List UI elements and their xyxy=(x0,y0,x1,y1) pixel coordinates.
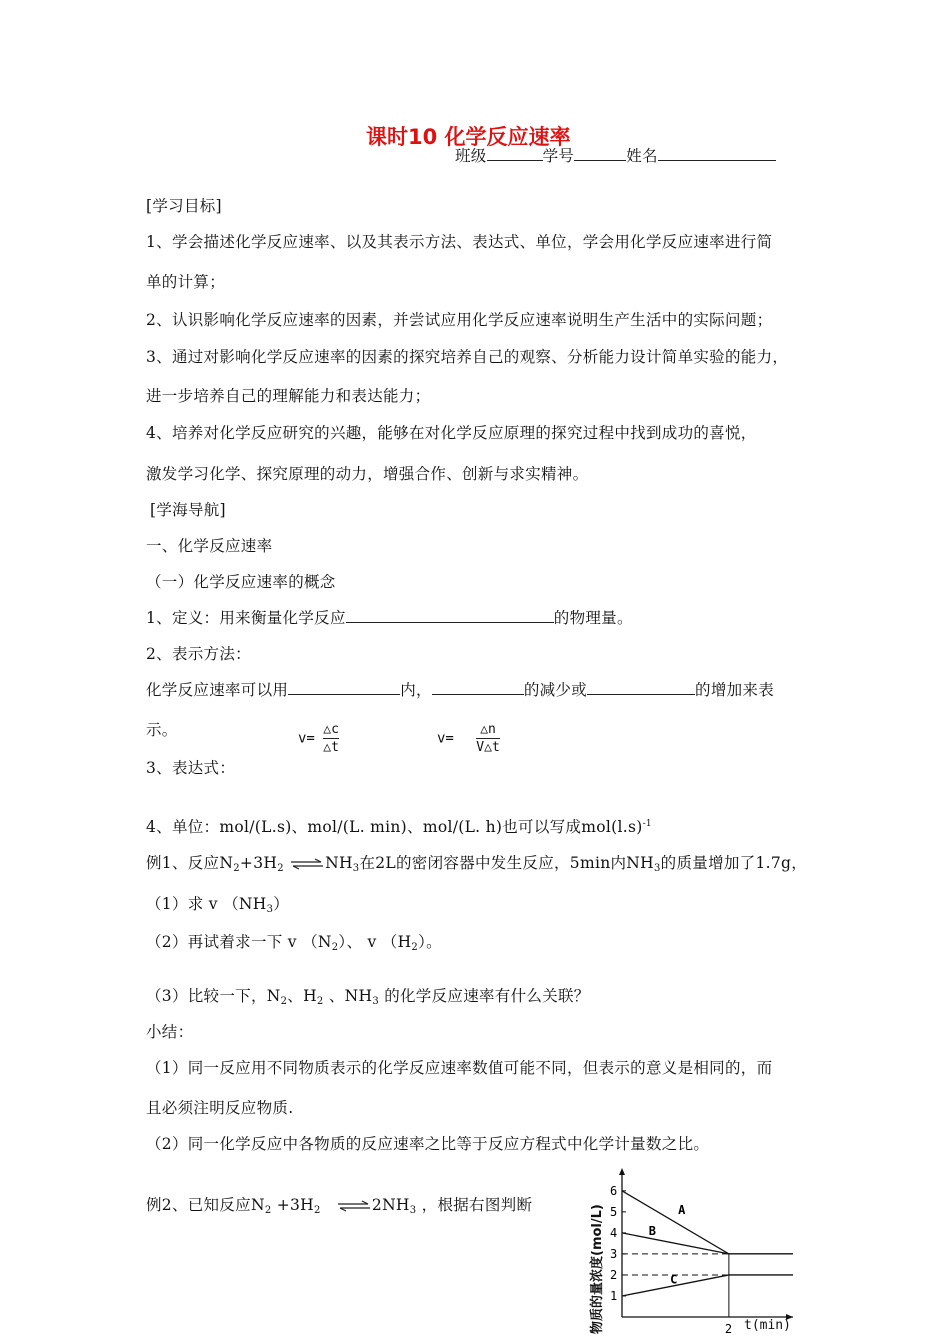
class-label: 班级 xyxy=(455,147,487,165)
class-blank xyxy=(487,146,543,161)
method-title: 2、表示方法： xyxy=(146,645,251,663)
id-blank xyxy=(574,146,626,161)
method-a: 化学反应速率可以用 xyxy=(146,681,289,699)
q1-text-2: ） xyxy=(273,895,290,913)
chart-y-tick-label: 1 xyxy=(610,1288,618,1303)
ex2-sub-3: 3 xyxy=(409,1205,417,1216)
goals-heading: [学习目标] xyxy=(146,197,222,215)
name-label: 姓名 xyxy=(626,147,658,165)
q3-sub-3: 3 xyxy=(372,996,379,1007)
id-label: 学号 xyxy=(542,147,575,165)
chart-series-label-c: C xyxy=(670,1272,678,1287)
q2-sub-1: 2 xyxy=(331,942,339,953)
chart-y-tick-label: 4 xyxy=(610,1225,618,1240)
ex2-text-2: +3H xyxy=(271,1196,314,1214)
chart-series-label-a: A xyxy=(678,1202,686,1217)
ex1-sub-2: 2 xyxy=(277,863,284,874)
formula-conc-lhs: v= xyxy=(298,730,315,747)
example2-line xyxy=(146,1193,532,1216)
q2-sub-2: 2 xyxy=(411,942,419,953)
example1-line xyxy=(146,851,807,874)
goal-3b: 进一步培养自己的理解能力和表达能力； xyxy=(146,387,431,405)
ex2-sub-1: 2 xyxy=(264,1205,272,1216)
method-blank-1 xyxy=(288,680,400,695)
definition-blank xyxy=(346,608,554,623)
method-b: 内， xyxy=(400,681,432,699)
example1-q1 xyxy=(146,892,289,915)
ex1-sub-3: 3 xyxy=(352,863,360,874)
summary-1a: （1）同一反应用不同物质表示的化学反应速率数值可能不同，但表示的意义是相同的，而 xyxy=(146,1059,773,1077)
formula-moles-fraction xyxy=(476,722,499,755)
goal-3a: 3、通过对影响化学反应速率的因素的探究培养自己的观察、分析能力设计简单实验的能力， xyxy=(146,348,789,366)
definition-prefix: 1、定义：用来衡量化学反应 xyxy=(146,609,346,627)
formula-conc xyxy=(298,722,339,755)
ex2-text-4: ，根据右图判断 xyxy=(416,1196,533,1214)
formula-conc-fraction xyxy=(323,722,339,755)
q2-text-1: （2）再试着求一下 v （N xyxy=(146,933,332,951)
unit-line xyxy=(146,815,652,837)
goal-2: 2、认识影响化学反应速率的因素，并尝试应用化学反应速率说明生产生活中的实际问题； xyxy=(146,311,773,329)
chart-y-tick-label: 5 xyxy=(610,1204,618,1219)
example1-q2 xyxy=(146,930,442,953)
method-d: 的增加来表 xyxy=(695,681,775,699)
formula-moles-num: △n xyxy=(480,722,496,737)
student-info-line xyxy=(455,144,776,166)
summary-1b: 且必须注明反应物质. xyxy=(146,1099,294,1117)
ex2-sub-2: 2 xyxy=(314,1205,321,1216)
ex1-sub-1: 2 xyxy=(233,863,240,874)
formula-moles-lhs: v= xyxy=(437,730,454,747)
equilibrium-arrow-icon xyxy=(336,1200,372,1212)
summary-2: （2）同一化学反应中各物质的反应速率之比等于反应方程式中化学计量数之比。 xyxy=(146,1135,710,1153)
q2-text-3: ）。 xyxy=(418,933,442,951)
summary-heading: 小结： xyxy=(146,1023,194,1041)
example1-q3 xyxy=(146,984,590,1007)
chart-y-tick-label: 6 xyxy=(610,1183,618,1198)
ex2-text-1: 例2、已知反应N xyxy=(146,1196,265,1214)
ex1-text-2: +3H xyxy=(239,854,278,872)
guide-heading: [学海导航] xyxy=(150,501,226,519)
definition-line xyxy=(146,606,633,628)
method-blank-2 xyxy=(432,680,524,695)
formula-conc-den: △t xyxy=(323,740,339,755)
method-line xyxy=(146,678,774,700)
chart-series-b xyxy=(622,1233,793,1254)
concentration-chart xyxy=(578,1162,808,1342)
q3-sub-1: 2 xyxy=(280,996,288,1007)
chart-y-tick-label: 3 xyxy=(610,1246,618,1261)
method-end: 示。 xyxy=(146,721,178,739)
name-blank xyxy=(658,146,776,161)
chart-series-label-b: B xyxy=(648,1223,656,1238)
q3-text-3: 、NH xyxy=(323,987,373,1005)
q1-text-1: （1）求 v （NH xyxy=(146,895,267,913)
ex1-text-4: 在2L的密闭容器中发生反应，5min内NH xyxy=(359,854,654,872)
chart-y-axis-label: 物质的量浓度(mol/L) xyxy=(590,1204,605,1334)
chart-x-axis-label: t(min) xyxy=(744,1318,791,1333)
q3-text-1: （3）比较一下，N xyxy=(146,987,281,1005)
ex1-text-3: NH xyxy=(325,854,353,872)
q2-text-2: ）、 v （H xyxy=(338,933,412,951)
page-title: 课时10 化学反应速率 xyxy=(366,125,571,149)
definition-suffix: 的物理量。 xyxy=(553,609,633,627)
chart-y-arrow-icon xyxy=(619,1168,625,1175)
ex2-text-3: 2NH xyxy=(371,1196,410,1214)
ex1-text-5: 的质量增加了1.7g， xyxy=(660,854,808,872)
expression-title: 3、表达式： xyxy=(146,759,236,777)
subsection-heading: （一）化学反应速率的概念 xyxy=(146,573,336,591)
goal-4a: 4、培养对化学反应研究的兴趣，能够在对化学反应原理的探究过程中找到成功的喜悦， xyxy=(146,424,757,442)
formula-conc-num: △c xyxy=(323,722,339,737)
chart-series-a xyxy=(622,1191,793,1254)
chart-y-tick-label: 2 xyxy=(610,1267,618,1282)
q1-sub: 3 xyxy=(266,904,274,915)
chart-series-c xyxy=(622,1275,793,1296)
section-heading: 一、化学反应速率 xyxy=(146,537,273,555)
chart-x-tick-label: 2 xyxy=(724,1322,733,1336)
q3-text-2: 、H xyxy=(287,987,317,1005)
ex1-sub-4: 3 xyxy=(654,863,661,874)
unit-exponent: -1 xyxy=(642,818,652,829)
goal-1a: 1、学会描述化学反应速率、以及其表示方法、表达式、单位，学会用化学反应速率进行简 xyxy=(146,233,773,251)
goal-4b: 激发学习化学、探究原理的动力，增强合作、创新与求实精神。 xyxy=(146,465,589,483)
method-blank-3 xyxy=(587,680,695,695)
formula-moles-den: V△t xyxy=(476,740,500,755)
unit-text: 4、单位：mol/(L.s)、mol/(L. min)、mol/(L. h)也可以写成mol(l.s) xyxy=(146,818,643,836)
q3-sub-2: 2 xyxy=(316,996,324,1007)
method-c: 的减少或 xyxy=(523,681,588,699)
formula-moles xyxy=(437,722,500,755)
q3-text-4: 的化学反应速率有什么关联？ xyxy=(378,987,590,1005)
goal-1b: 单的计算； xyxy=(146,273,226,291)
equilibrium-arrow-icon xyxy=(289,858,325,870)
ex1-text-1: 例1、反应N xyxy=(146,854,234,872)
